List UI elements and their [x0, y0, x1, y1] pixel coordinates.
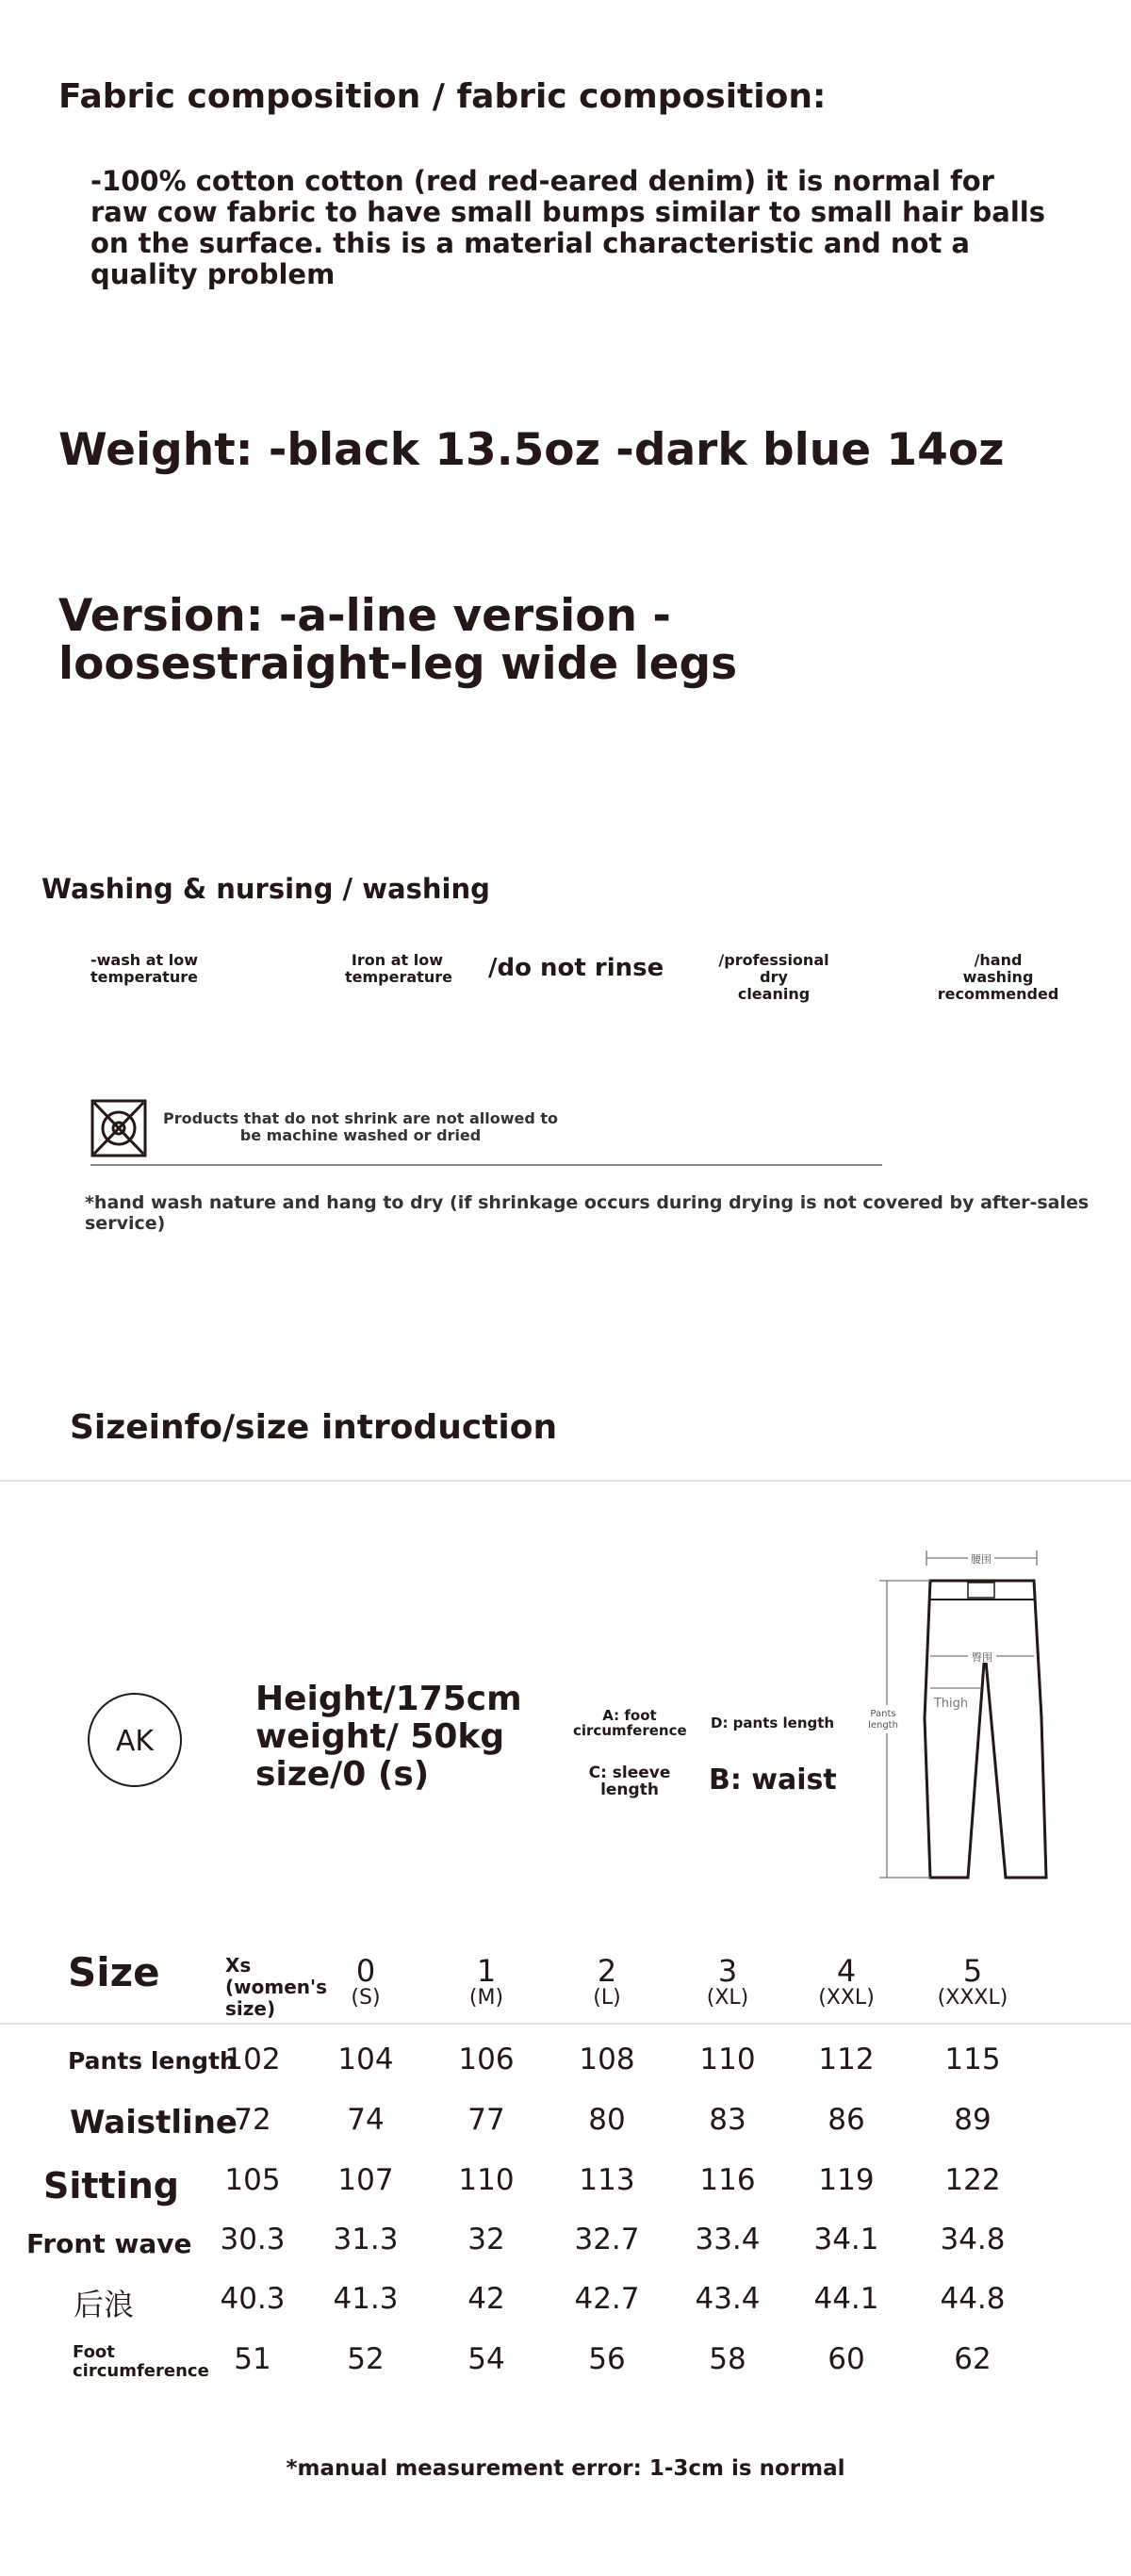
- fabric-heading: Fabric composition / fabric composition:: [58, 77, 827, 116]
- table-cell: 32.7: [574, 2223, 640, 2256]
- table-cell: 83: [709, 2103, 746, 2137]
- table-cell: 113: [579, 2163, 635, 2197]
- xs-size-header: Xs (women's size): [225, 1954, 328, 2020]
- table-cell: 108: [579, 2043, 635, 2076]
- wash-low-temp-instruction: -wash at low temperature: [90, 951, 198, 986]
- table-cell: 54: [467, 2342, 505, 2376]
- size-header-2: [593, 1955, 620, 2010]
- table-cell: 86: [828, 2103, 865, 2137]
- size-header-number: 3: [717, 1953, 738, 1989]
- pants-length-label-line1: Pants: [870, 1709, 896, 1719]
- table-cell: 74: [347, 2103, 385, 2137]
- no-machine-wash-text: Products that do not shrink are not allowed to be machine washed or dried: [163, 1109, 559, 1144]
- table-cell: 52: [347, 2342, 385, 2376]
- fabric-description: -100% cotton cotton (red red-eared denim) it is normal for raw cow fabric to have small bumps similar to small hair balls on the surface. this is a material characteristic and not a quality problem: [90, 165, 1045, 290]
- legend-foot-circumference: A: foot circumference: [573, 1707, 687, 1739]
- table-cell: 115: [944, 2043, 1001, 2076]
- size-header-1: [469, 1955, 503, 2010]
- table-cell: 122: [944, 2163, 1001, 2197]
- table-cell: 60: [828, 2342, 865, 2376]
- pants-length-label-line2: length: [868, 1720, 898, 1731]
- table-cell: 43.4: [695, 2282, 761, 2316]
- washing-divider: [90, 1164, 882, 1166]
- size-header-letter: (XXXL): [937, 1986, 1008, 2010]
- hand-washing-instruction: /hand washing recommended: [937, 951, 1059, 1003]
- washing-heading: Washing & nursing / washing: [41, 873, 490, 905]
- table-cell: 106: [458, 2043, 515, 2076]
- table-cell: 42.7: [574, 2282, 640, 2316]
- size-intro-heading: Sizeinfo/size introduction: [70, 1408, 558, 1447]
- table-cell: 34.8: [940, 2223, 1006, 2256]
- table-cell: 107: [337, 2163, 394, 2197]
- size-header-letter: (M): [468, 1986, 504, 2010]
- divider: [0, 2023, 1131, 2025]
- row-label-front-wave: Front wave: [26, 2228, 192, 2259]
- size-header-0: [351, 1955, 380, 2010]
- size-header-4: [818, 1955, 875, 2010]
- measurement-footnote: *manual measurement error: 1-3cm is normal: [286, 2456, 845, 2481]
- table-cell: 32: [467, 2223, 505, 2256]
- do-not-rinse-instruction: /do not rinse: [488, 954, 664, 982]
- table-cell: 41.3: [333, 2282, 399, 2316]
- table-cell: 110: [458, 2163, 515, 2197]
- table-cell: 116: [699, 2163, 756, 2197]
- table-cell: 102: [224, 2043, 281, 2076]
- table-cell: 40.3: [220, 2282, 286, 2316]
- size-column-header: Size: [68, 1949, 160, 1995]
- table-cell: 31.3: [333, 2223, 399, 2256]
- size-header-letter: (XL): [706, 1986, 749, 2010]
- row-label-back-wave: 后浪: [74, 2287, 135, 2322]
- version-heading: Version: -a-line version -loosestraight-leg wide legs: [58, 590, 738, 690]
- table-cell: 33.4: [695, 2223, 761, 2256]
- table-cell: 44.1: [813, 2282, 879, 2316]
- table-cell: 34.1: [813, 2223, 879, 2256]
- row-label-sitting: Sitting: [43, 2165, 180, 2207]
- weight-heading: Weight: -black 13.5oz -dark blue 14oz: [58, 424, 1005, 476]
- hip-dimension-label: 臀围: [972, 1651, 992, 1664]
- table-cell: 105: [224, 2163, 281, 2197]
- table-cell: 72: [234, 2103, 271, 2137]
- size-header-letter: (XXL): [818, 1986, 875, 2010]
- table-cell: 119: [818, 2163, 875, 2197]
- thigh-dimension-label: Thigh: [933, 1697, 969, 1711]
- table-cell: 77: [467, 2103, 505, 2137]
- table-cell: 112: [818, 2043, 875, 2076]
- table-cell: 42: [467, 2282, 505, 2316]
- iron-low-temp-instruction: Iron at low temperature: [345, 951, 452, 986]
- size-header-letter: (S): [351, 1986, 381, 2010]
- size-header-number: 2: [597, 1953, 617, 1989]
- table-cell: 44.8: [940, 2282, 1006, 2316]
- no-machine-wash-icon: [90, 1099, 147, 1157]
- divider: [0, 1480, 1131, 1482]
- legend-sleeve-length: C: sleeve length: [588, 1764, 671, 1799]
- washing-note: *hand wash nature and hang to dry (if shrinkage occurs during drying is not covered by after-sales service): [85, 1192, 1090, 1234]
- table-cell: 56: [588, 2342, 626, 2376]
- size-header-number: 4: [836, 1953, 857, 1989]
- model-info: Height/175cm weight/ 50kg size/0 (s): [255, 1680, 522, 1794]
- table-cell: 80: [588, 2103, 626, 2137]
- size-header-number: 5: [962, 1953, 983, 1989]
- legend-waist: B: waist: [709, 1764, 837, 1797]
- table-cell: 104: [337, 2043, 394, 2076]
- size-header-number: 0: [355, 1953, 376, 1989]
- pants-measurement-diagram: [862, 1541, 1060, 1890]
- table-cell: 89: [954, 2103, 992, 2137]
- row-label-waistline: Waistline: [70, 2104, 238, 2141]
- table-cell: 58: [709, 2342, 746, 2376]
- table-cell: 62: [954, 2342, 992, 2376]
- row-label-pants-length: Pants length: [68, 2047, 237, 2075]
- table-cell: 51: [234, 2342, 271, 2376]
- size-header-3: [707, 1955, 749, 2010]
- professional-dry-cleaning-instruction: /professional dry cleaning: [718, 951, 829, 1003]
- size-header-letter: (L): [593, 1986, 621, 2010]
- size-header-5: [938, 1955, 1008, 2010]
- waist-dimension-label: 腰围: [971, 1553, 992, 1566]
- table-cell: 30.3: [220, 2223, 286, 2256]
- model-avatar-badge: AK: [88, 1693, 182, 1787]
- row-label-foot-circumference: Foot circumference: [73, 2342, 209, 2381]
- legend-pants-length: D: pants length: [711, 1715, 835, 1731]
- size-header-number: 1: [476, 1953, 497, 1989]
- table-cell: 110: [699, 2043, 756, 2076]
